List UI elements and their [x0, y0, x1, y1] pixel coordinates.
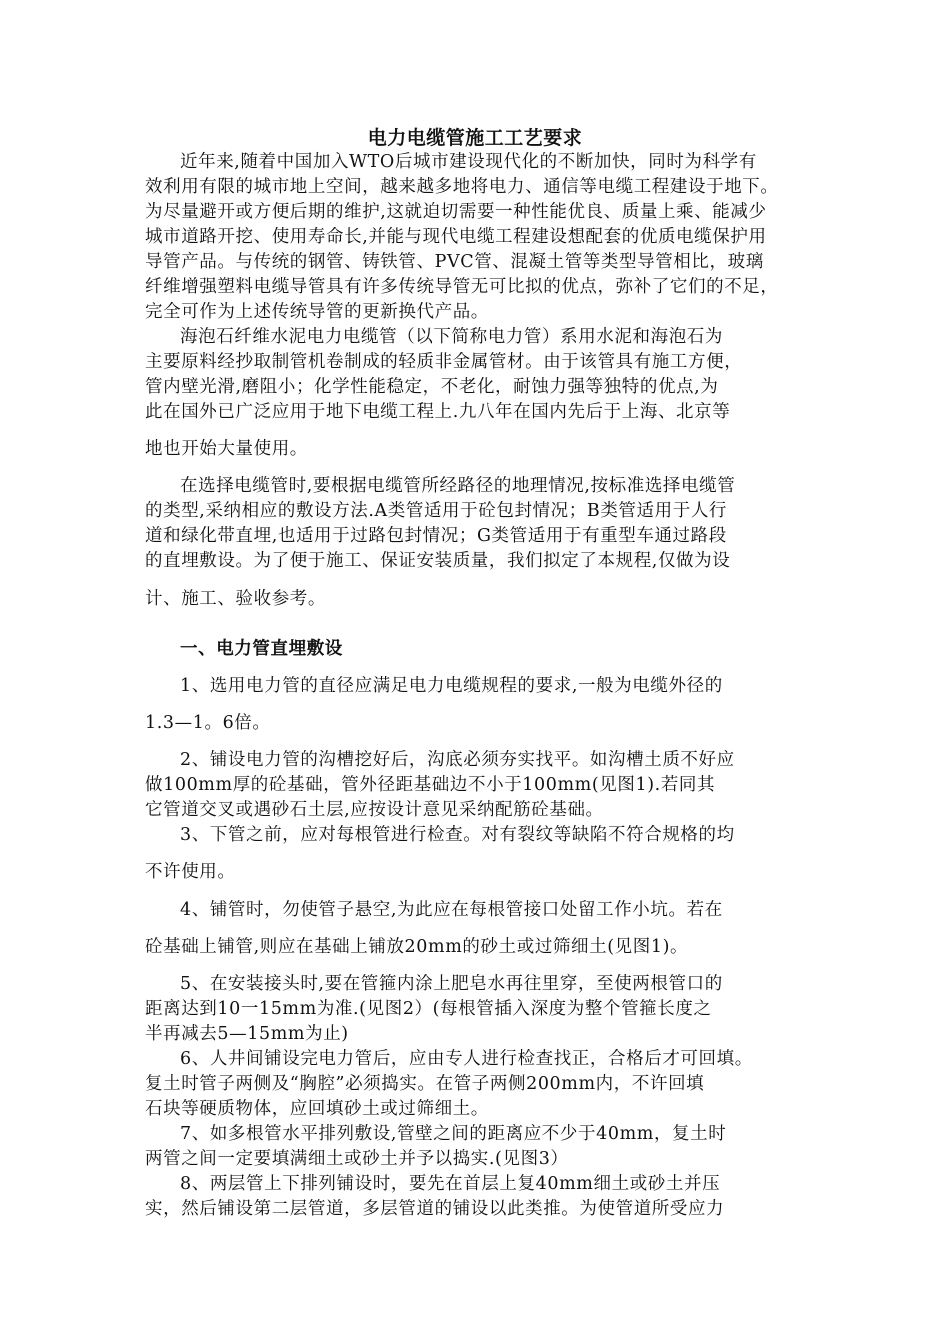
paragraph-line: 管内壁光滑,磨阻小；化学性能稳定，不老化，耐蚀力强等独特的优点,为	[145, 377, 719, 397]
paragraph-line: 的直埋敷设。为了便于施工、保证安装质量，我们拟定了本规程,仅做为设	[145, 551, 731, 571]
paragraph-line: 3、下管之前，应对每根管进行检查。对有裂纹等缺陷不符合规格的均	[180, 825, 735, 845]
paragraph-line: 2、铺设电力管的沟槽挖好后，沟底必须夯实找平。如沟槽土质不好应	[180, 750, 735, 770]
paragraph-line: 7、如多根管水平排列敷设,管壁之间的距离应不少于40mm，复土时	[180, 1124, 727, 1144]
paragraph-line: 复土时管子两侧及“胸腔”必须捣实。在管子两侧200mm内，不许回填	[145, 1074, 705, 1094]
paragraph-line: 实，然后铺设第二层管道，多层管道的铺设以此类推。为使管道所受应力	[145, 1199, 725, 1219]
paragraph-line: 不许使用。	[145, 862, 236, 882]
paragraph-line: 道和绿化带直埋,也适用于过路包封情况；G类管适用于有重型车通过路段	[145, 526, 727, 546]
paragraph-line: 半再减去5—15mm为止)	[145, 1024, 349, 1044]
paragraph-line: 砼基础上铺管,则应在基础上铺放20mm的砂土或过筛细土(见图1)。	[145, 937, 689, 957]
paragraph-line: 地也开始大量使用。	[145, 439, 308, 459]
paragraph-line: 海泡石纤维水泥电力电缆管（以下简称电力管）系用水泥和海泡石为	[180, 327, 723, 347]
paragraph-line: 在选择电缆管时,要根据电缆管所经路径的地理情况,按标准选择电缆管	[180, 476, 736, 496]
paragraph-line: 效利用有限的城市地上空间，越来越多地将电力、通信等电缆工程建设于地下。	[145, 177, 779, 197]
paragraph-line: 为尽量避开或方便后期的维护,这就迫切需要一种性能优良、质量上乘、能减少	[145, 202, 767, 222]
paragraph-line: 导管产品。与传统的钢管、铸铁管、PVC管、混凝土管等类型导管相比，玻璃	[145, 252, 764, 272]
paragraph-line: 6、人井间铺设完电力管后，应由专人进行检查找正，合格后才可回填。	[180, 1049, 753, 1069]
paragraph-line: 纤维增强塑料电缆导管具有许多传统导管无可比拟的优点，弥补了它们的不足，	[145, 277, 779, 297]
paragraph-line: 它管道交叉或遇砂石土层,应按设计意见采纳配筋砼基础。	[145, 800, 604, 820]
paragraph-line: 计、施工、验收参考。	[145, 589, 326, 609]
paragraph-line: 完全可作为上述传统导管的更新换代产品。	[145, 302, 489, 322]
section-heading: 一、电力管直埋敷设	[180, 639, 343, 659]
paragraph-line: 1、选用电力管的直径应满足电力电缆规程的要求,一般为电缆外径的	[180, 676, 723, 696]
document-title: 电力电缆管施工工艺要求	[367, 127, 583, 149]
paragraph-line: 8、两层管上下排列铺设时，要先在首层上复40mm细土或砂土并压	[180, 1174, 721, 1194]
paragraph-line: 城市道路开挖、使用寿命长,并能与现代电缆工程建设想配套的优质电缆保护用	[145, 227, 767, 247]
paragraph-line: 5、在安装接头时,要在管箍内涂上肥皂水再往里穿，至使两根管口的	[180, 974, 723, 994]
paragraph-line: 的类型,采纳相应的敷设方法.A类管适用于砼包封情况；B类管适用于人行	[145, 501, 728, 521]
paragraph-line: 1.3—1。6倍。	[145, 713, 271, 733]
paragraph-line: 做100mm厚的砼基础，管外径距基础边不小于100mm(见图1).若同其	[145, 775, 716, 795]
paragraph-line: 石块等硬质物体，应回填砂土或过筛细土。	[145, 1099, 489, 1119]
paragraph-line: 主要原料经抄取制管机卷制成的轻质非金属管材。由于该管具有施工方便，	[145, 352, 743, 372]
paragraph-line: 此在国外已广泛应用于地下电缆工程上.九八年在国内先后于上海、北京等	[145, 402, 731, 422]
paragraph-line: 近年来,随着中国加入WTO后城市建设现代化的不断加快，同时为科学有	[180, 152, 757, 172]
paragraph-line: 距离达到10一15mm为准.(见图2）(每根管插入深度为整个管箍长度之	[145, 999, 712, 1019]
paragraph-line: 两管之间一定要填满细土或砂土并予以捣实.(见图3）	[145, 1149, 569, 1169]
paragraph-line: 4、铺管时，勿使管子悬空,为此应在每根管接口处留工作小坑。若在	[180, 900, 723, 920]
